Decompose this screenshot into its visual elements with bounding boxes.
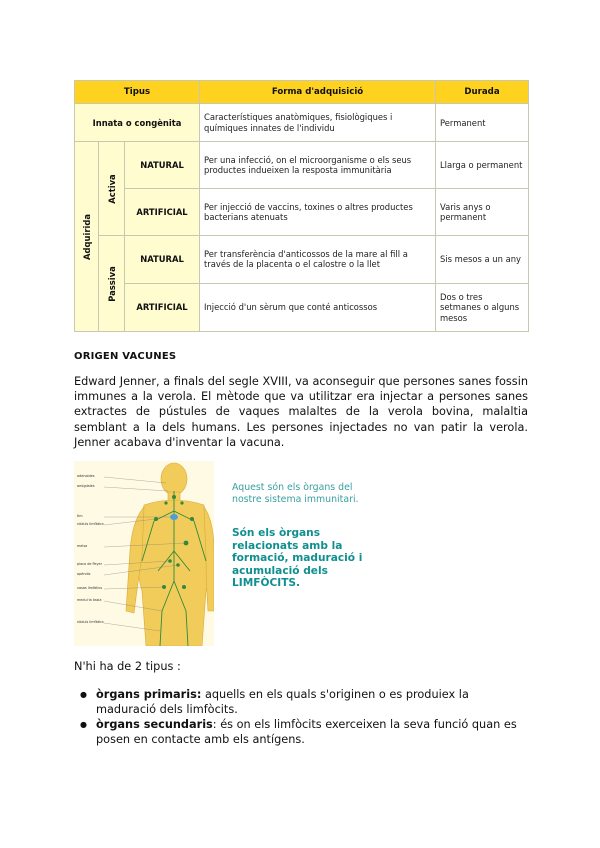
figure-caption-small: Aquest són els òrgans del nostre sistema immunitari. [232, 482, 359, 505]
types-intro: N'hi ha de 2 tipus : [74, 660, 181, 673]
header-tipus: Tipus [75, 81, 200, 104]
figure-label: medul·la òssia [77, 598, 102, 602]
figure-label: placa de Peyer [77, 562, 103, 566]
table-header-row [75, 81, 529, 104]
table-row [75, 283, 529, 331]
activa-natural-kind: NATURAL [125, 142, 200, 188]
adquirida-label: Adquirida [75, 142, 99, 332]
secondary-organs-term: òrgans secundaris [96, 718, 213, 732]
passiva-natural-forma: Per transferència d'anticossos de la mare al fill a través de la placenta o el calostre o la llet [200, 236, 436, 283]
figure-label: melsa [77, 544, 88, 548]
header-forma: Forma d'adquisició [200, 81, 436, 104]
figure-label: tim [77, 514, 83, 518]
passiva-artificial-durada: Dos o tres setmanes o alguns mesos [436, 283, 529, 331]
table-row [75, 188, 529, 235]
figure-label: vasos limfàtics [77, 586, 103, 590]
list-item [74, 688, 528, 717]
table-row [75, 142, 529, 188]
figure-label: nòduls limfàtics [77, 620, 104, 624]
secondary-organs-text: : és on els limfòcits exerceixen la seva funció quan es posen en contacte amb els antígens. [96, 718, 517, 746]
activa-artificial-durada: Varis anys o permanent [436, 188, 529, 235]
origin-heading: ORIGEN VACUNES [74, 351, 177, 362]
activa-artificial-forma: Per injecció de vaccins, toxines o altres productes bacterians atenuats [200, 188, 436, 235]
table-row [75, 236, 529, 283]
activa-natural-forma: Per una infecció, on el microorganisme o els seus productes indueixen la resposta immunitària [200, 142, 436, 188]
activa-natural-durada: Llarga o permanent [436, 142, 529, 188]
primary-organs-text: aquells en els quals s'originen o es produiex la maduració dels limfòcits. [96, 688, 469, 716]
figure-label: nòduls limfàtics [77, 522, 104, 526]
figure-label: adenoides [77, 474, 95, 478]
activa-artificial-kind: ARTIFICIAL [125, 188, 200, 235]
activa-label: Activa [99, 142, 125, 236]
innata-forma: Característiques anatòmiques, fisiològiques i químiques innates de l'individu [200, 104, 436, 142]
human-body-illustration [74, 461, 214, 646]
lymphatic-system-figure [74, 461, 214, 646]
figure-label: apèndix [77, 572, 91, 576]
innata-durada: Permanent [436, 104, 529, 142]
figure-label: amígdales [77, 484, 95, 488]
passiva-natural-durada: Sis mesos a un any [436, 236, 529, 283]
passiva-natural-kind: NATURAL [125, 236, 200, 283]
immunity-types-table [74, 80, 529, 332]
header-durada: Durada [436, 81, 529, 104]
passiva-label: Passiva [99, 236, 125, 332]
primary-organs-term: òrgans primaris: [96, 688, 202, 701]
figure-caption-bold: Són els òrgans relacionats amb la formació, maduració i acumulació dels LIMFÒCITS. [232, 527, 363, 590]
passiva-artificial-kind: ARTIFICIAL [125, 283, 200, 331]
table-row [75, 104, 529, 142]
list-item [74, 718, 528, 747]
origin-paragraph: Edward Jenner, a finals del segle XVIII, va aconseguir que persones sanes fossin immunes a la verola. El mètode que va utilitzar era injectar a persones sanes extractes de pústules de vaques malaltes de la verola bovina, malaltia semblant a la dels humans. Les persones injectades no van patir la verola. Jenner acabava d'inventar la vacuna. [74, 375, 528, 449]
organ-types-list [74, 688, 528, 748]
passiva-artificial-forma: Injecció d'un sèrum que conté anticossos [200, 283, 436, 331]
innata-label: Innata o congènita [75, 104, 200, 142]
